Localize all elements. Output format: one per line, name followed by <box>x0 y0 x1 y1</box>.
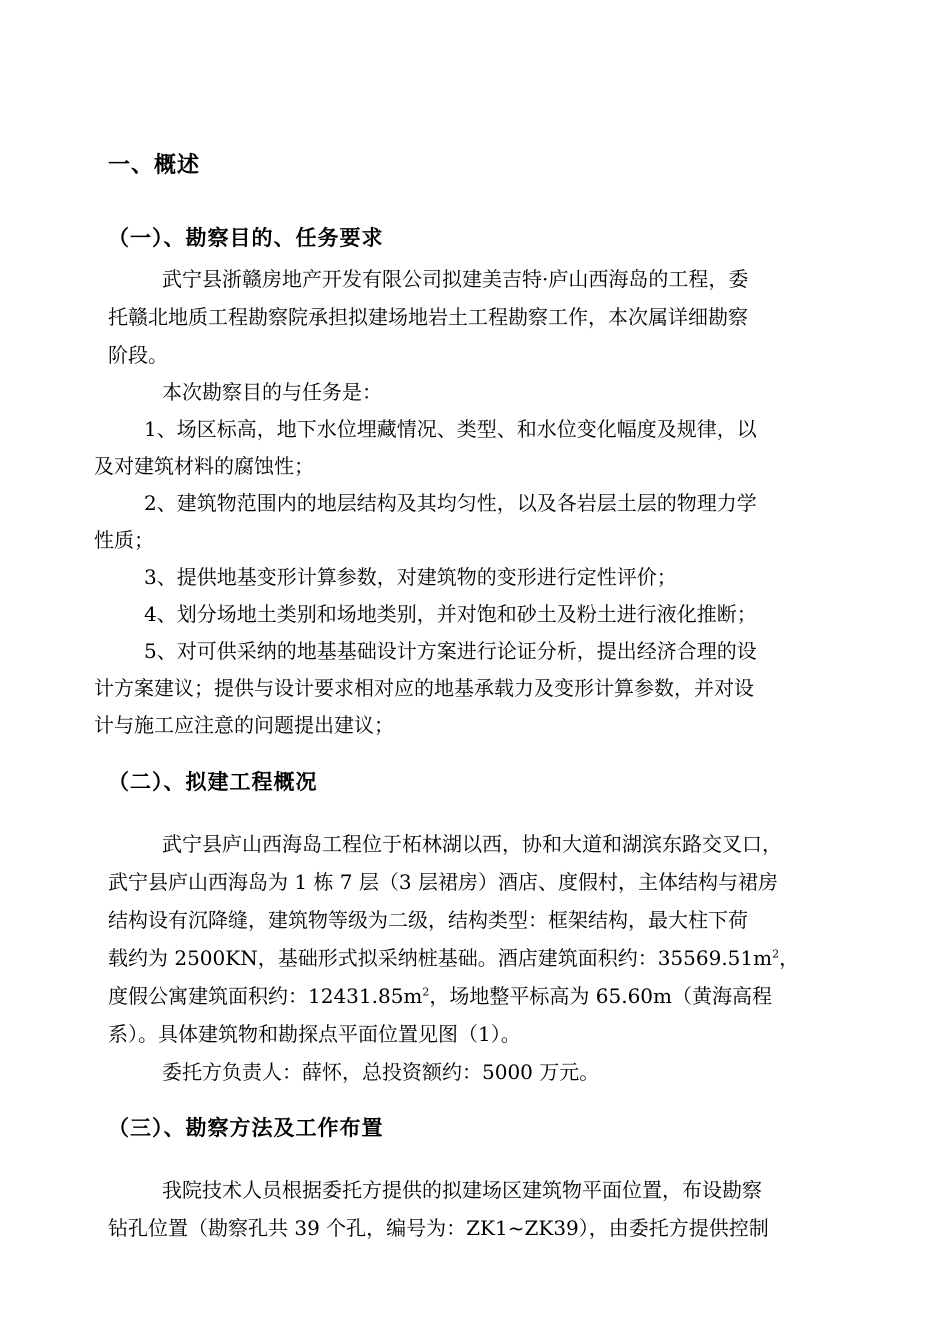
section2-line1: 武宁县庐山西海岛工程位于柘林湖以西，协和大道和湖滨东路交叉口， <box>162 832 782 856</box>
section3-title: （三）、勘察方法及工作布置 <box>108 1116 384 1140</box>
section1-intro-line3: 阶段。 <box>108 343 168 367</box>
section2-line6: 系）。具体建筑物和勘探点平面位置见图（1）。 <box>108 1022 521 1046</box>
section2-line2: 武宁县庐山西海岛为 1 栋 7 层（3 层裙房）酒店、度假村，主体结构与裙房 <box>108 870 778 894</box>
task-item4: 4、划分场地土类别和场地类别，并对饱和砂土及粉土进行液化推断； <box>144 602 757 626</box>
heading-overview: 一、概述 <box>108 153 201 178</box>
section2-line4-text: 载约为 2500KN，基础形式拟采纳桩基础。酒店建筑面积约：35569.51m <box>108 946 773 970</box>
task-item5-line2: 计方案建议；提供与设计要求相对应的地基承载力及变形计算参数，并对设 <box>94 676 754 700</box>
section1-intro-line2: 托赣北地质工程勘察院承担拟建场地岩土工程勘察工作，本次属详细勘察 <box>108 305 748 329</box>
section3-line1: 我院技术人员根据委托方提供的拟建场区建筑物平面位置，布设勘察 <box>162 1178 762 1202</box>
tasks-intro: 本次勘察目的与任务是： <box>162 380 382 404</box>
task-item5-line3: 计与施工应注意的问题提出建议； <box>94 713 394 737</box>
section1-intro-line1: 武宁县浙赣房地产开发有限公司拟建美吉特·庐山西海岛的工程，委 <box>162 267 749 291</box>
section2-title: （二）、拟建工程概况 <box>108 770 318 794</box>
task-item1-line1: 1、场区标高，地下水位埋藏情况、类型、和水位变化幅度及规律，以 <box>144 417 757 441</box>
task-item3: 3、提供地基变形计算参数，对建筑物的变形进行定性评价； <box>144 565 677 589</box>
section2-line5-text: 度假公寓建筑面积约：12431.85m <box>108 984 423 1008</box>
task-item5-line1: 5、对可供采纳的地基基础设计方案进行论证分析，提出经济合理的设 <box>144 639 757 663</box>
area-unit-superscript: 2 <box>772 947 780 961</box>
section2-line5-tail: ，场地整平标高为 65.60m（黄海高程 <box>429 984 772 1008</box>
section2-line3: 结构设有沉降缝，建筑物等级为二级，结构类型：框架结构，最大柱下荷 <box>108 908 748 932</box>
section2-line4 <box>108 944 799 972</box>
section3-line2: 钻孔位置（勘察孔共 39 个孔，编号为：ZK1~ZK39），由委托方提供控制 <box>108 1216 769 1240</box>
task-item1-line2: 及对建筑材料的腐蚀性； <box>94 454 314 478</box>
section2-line4-tail: ， <box>779 946 800 970</box>
section2-line5 <box>108 982 772 1010</box>
task-item2-line1: 2、建筑物范围内的地层结构及其均匀性，以及各岩层土层的物理力学 <box>144 491 757 515</box>
section1-title: （一）、勘察目的、任务要求 <box>108 226 384 250</box>
area-unit-superscript: 2 <box>422 985 430 999</box>
section2-contact: 委托方负责人：薛怀，总投资额约：5000 万元。 <box>162 1060 600 1084</box>
task-item2-line2: 性质； <box>94 528 154 552</box>
